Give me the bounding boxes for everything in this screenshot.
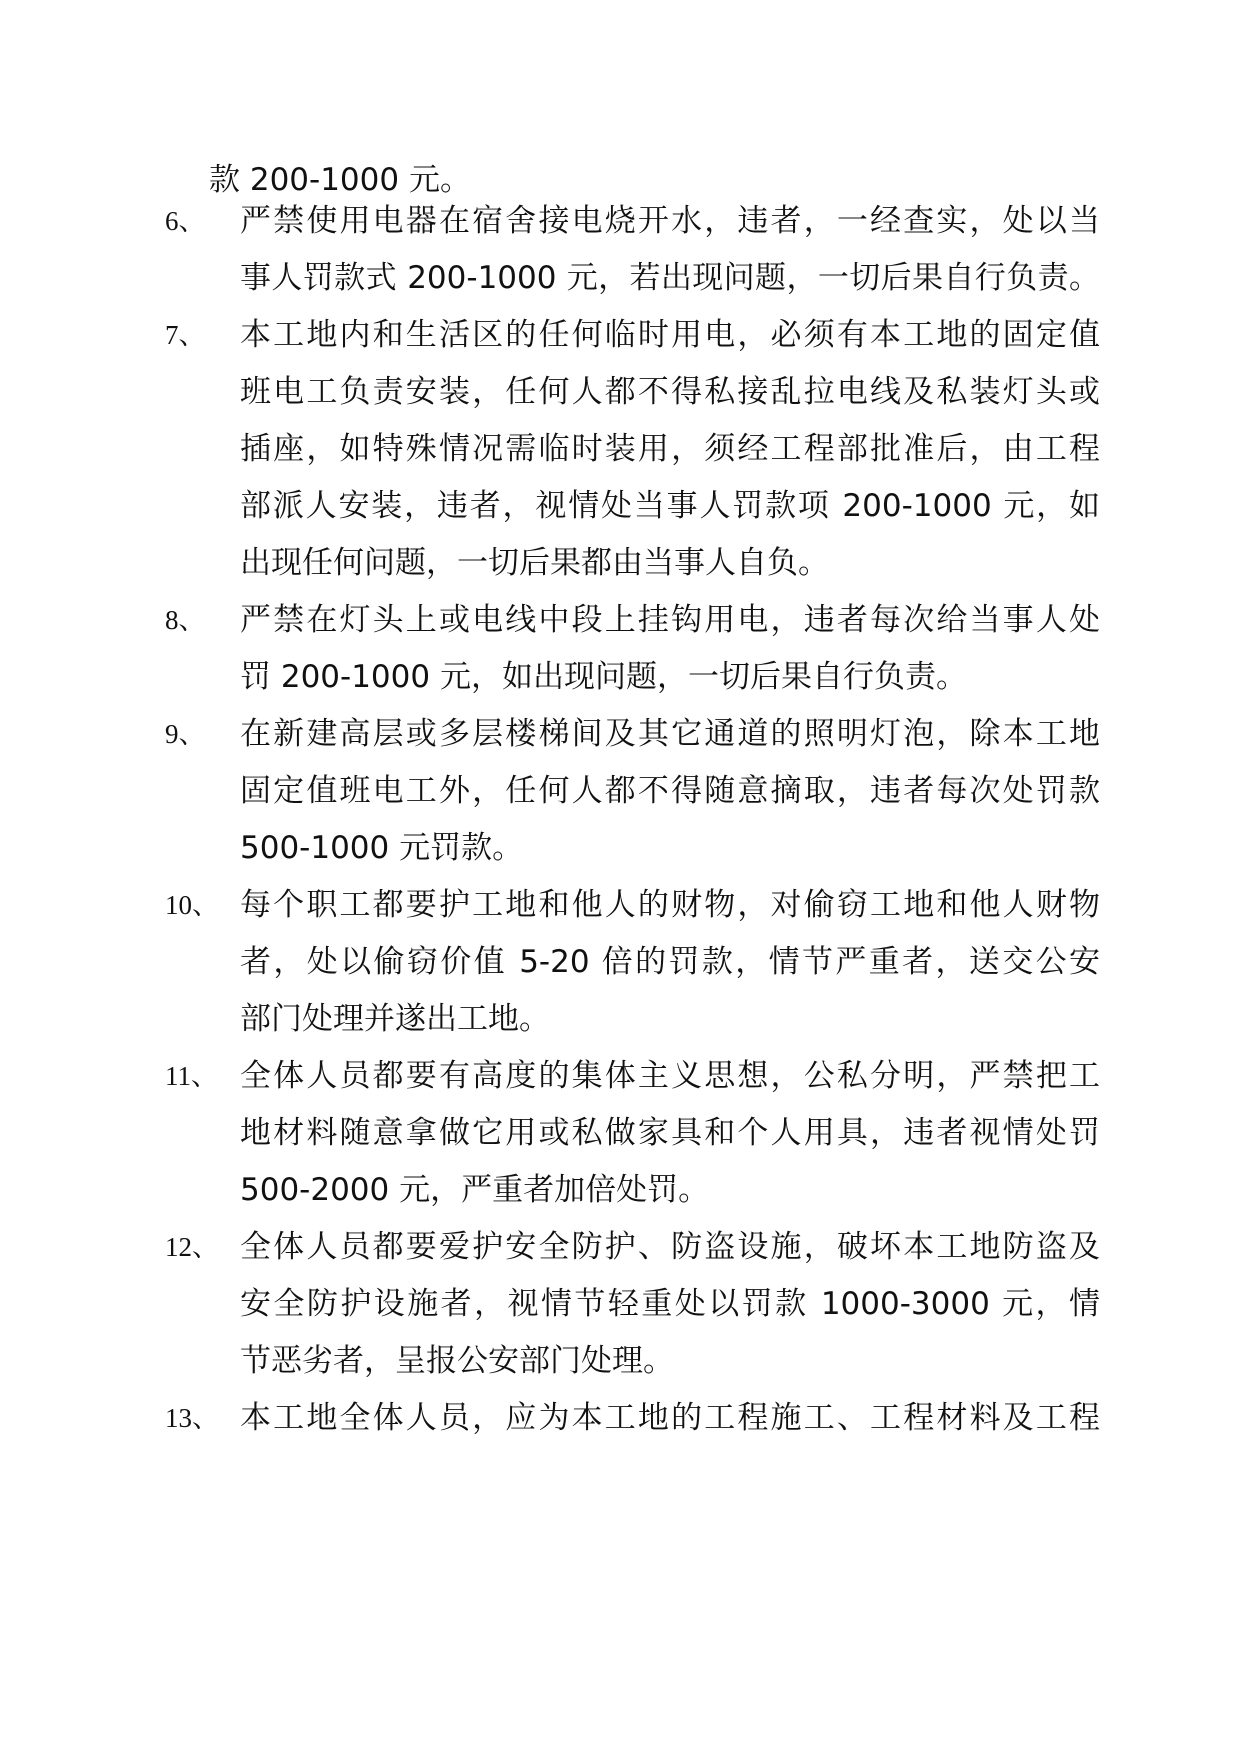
line-text: 部派人安装，违者，视情处当事人罚款项 200-1000 元，如: [240, 488, 1100, 524]
line-text: 500-1000 元罚款。: [240, 830, 524, 866]
item-number: 8、: [165, 605, 206, 635]
text-line: [0, 873, 1241, 937]
text-line: [0, 1158, 1241, 1222]
line-text: 严禁使用电器在宿舍接电烧开水，违者，一经查实，处以当: [240, 203, 1100, 239]
item-number: 12、: [165, 1232, 219, 1262]
text-line: [0, 303, 1241, 367]
line-text: 全体人员都要有高度的集体主义思想，公私分明，严禁把工: [240, 1058, 1100, 1094]
text-line: [0, 1101, 1241, 1165]
text-line: [0, 702, 1241, 766]
line-text: 在新建高层或多层楼梯间及其它通道的照明灯泡，除本工地: [240, 716, 1100, 752]
text-line: [0, 759, 1241, 823]
text-line: [0, 930, 1241, 994]
text-line: [0, 360, 1241, 424]
line-text: 安全防护设施者，视情节轻重处以罚款 1000-3000 元，情: [240, 1286, 1100, 1322]
line-text: 每个职工都要护工地和他人的财物，对偷窃工地和他人财物: [240, 887, 1100, 923]
text-line: [0, 1044, 1241, 1108]
line-text: 节恶劣者，呈报公安部门处理。: [240, 1343, 674, 1379]
line-text: 500-2000 元，严重者加倍处罚。: [240, 1172, 710, 1208]
line-text: 罚 200-1000 元，如出现问题，一切后果自行负责。: [240, 659, 967, 695]
line-text: 插座，如特殊情况需临时装用，须经工程部批准后，由工程: [240, 431, 1100, 467]
line-text: 全体人员都要爱护安全防护、防盗设施，破坏本工地防盗及: [240, 1229, 1100, 1265]
text-line: [0, 189, 1241, 253]
text-line: [0, 531, 1241, 595]
text-line: [0, 1272, 1241, 1336]
item-number: 10、: [165, 890, 219, 920]
item-number: 6、: [165, 206, 206, 236]
item-number: 7、: [165, 320, 206, 350]
text-line: [0, 1386, 1241, 1450]
line-text: 班电工负责安装，任何人都不得私接乱拉电线及私装灯头或: [240, 374, 1100, 410]
line-text: 部门处理并遂出工地。: [240, 1001, 550, 1037]
line-text: 事人罚款式 200-1000 元，若出现问题，一切后果自行负责。: [240, 260, 1100, 296]
line-text: 款 200-1000 元。: [209, 162, 471, 198]
item-number: 13、: [165, 1403, 219, 1433]
text-line: [0, 645, 1241, 709]
text-line: [0, 246, 1241, 310]
text-line: [0, 1215, 1241, 1279]
item-number: 9、: [165, 719, 206, 749]
line-text: 地材料随意拿做它用或私做家具和个人用具，违者视情处罚: [240, 1115, 1100, 1151]
line-text: 本工地内和生活区的任何临时用电，必须有本工地的固定值: [240, 317, 1100, 353]
text-line: [0, 588, 1241, 652]
text-line: [0, 417, 1241, 481]
text-line: [0, 987, 1241, 1051]
text-line: [0, 816, 1241, 880]
text-line: [0, 474, 1241, 538]
line-text: 者，处以偷窃价值 5-20 倍的罚款，情节严重者，送交公安: [240, 944, 1100, 980]
line-text: 固定值班电工外，任何人都不得随意摘取，违者每次处罚款: [240, 773, 1100, 809]
line-text: 出现任何问题，一切后果都由当事人自负。: [240, 545, 829, 581]
line-text: 本工地全体人员，应为本工地的工程施工、工程材料及工程: [240, 1400, 1100, 1436]
item-number: 11、: [165, 1061, 218, 1091]
text-line: [0, 1329, 1241, 1393]
line-text: 严禁在灯头上或电线中段上挂钩用电，违者每次给当事人处: [240, 602, 1100, 638]
